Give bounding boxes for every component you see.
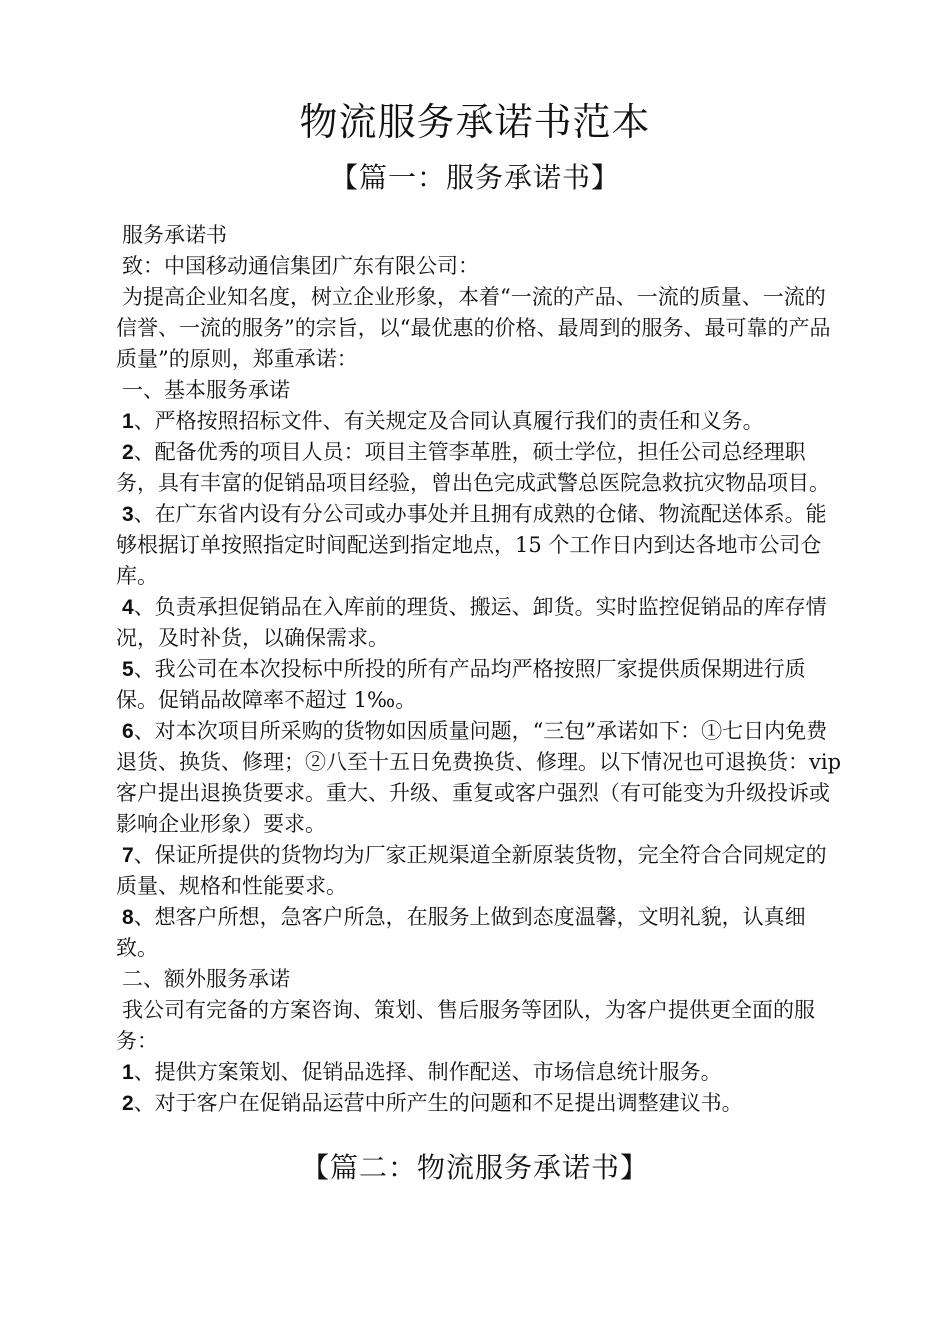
list-item: 4、负责承担促销品在入库前的理货、搬运、卸货。实时监控促销品的库存情况，及时补货，以确保需求。 bbox=[116, 595, 827, 650]
list-item: 6、对本次项目所采购的货物如因质量问题，“三包”承诺如下：①七日内免费退货、换货、修理；②八至十五日免费换货、修理。以下情况也可退换货：vip 客户提出退换货要求。重大、升级、重复或客户强烈（有可能变为升级投诉或影响企业形象）要求。 bbox=[116, 719, 842, 836]
list-item: 7、保证所提供的货物均为厂家正规渠道全新原装货物，完全符合合同规定的质量、规格和性能要求。 bbox=[116, 843, 827, 898]
section-extra-commitments: 二、额外服务承诺 bbox=[122, 967, 290, 991]
list-item: 8、想客户所想，急客户所急，在服务上做到态度温馨，文明礼貌，认真细致。 bbox=[116, 905, 806, 960]
list-item: 1、提供方案策划、促销品选择、制作配送、市场信息统计服务。 bbox=[122, 1060, 722, 1084]
section-heading-2: 【篇二：物流服务承诺书】 bbox=[300, 1151, 649, 1184]
list-item: 2、配备优秀的项目人员：项目主管李革胜，硕士学位，担任公司总经理职务，具有丰富的促销品项目经验，曾出色完成武警总医院急救抗灾物品项目。 bbox=[116, 440, 830, 495]
paragraph-salutation-title: 服务承诺书 bbox=[122, 223, 227, 247]
list-item: 2、对于客户在促销品运营中所产生的问题和不足提出调整建议书。 bbox=[122, 1091, 743, 1115]
list-item: 5、我公司在本次投标中所投的所有产品均严格按照厂家提供质保期进行质保。促销品故障率不超过 1‰。 bbox=[116, 657, 806, 712]
document-title: 物流服务承诺书范本 bbox=[299, 100, 651, 144]
paragraph-recipient: 致：中国移动通信集团广东有限公司： bbox=[122, 254, 479, 278]
paragraph-intro: 为提高企业知名度，树立企业形象，本着“一流的产品、一流的质量、一流的信誉、一流的服务”的宗旨，以“最优惠的价格、最周到的服务、最可靠的产品质量”的原则，郑重承诺： bbox=[116, 285, 831, 371]
list-item: 1、严格按照招标文件、有关规定及合同认真履行我们的责任和义务。 bbox=[122, 409, 764, 433]
section-heading-1: 【篇一：服务承诺书】 bbox=[329, 161, 620, 194]
list-item: 3、在广东省内设有分公司或办事处并且拥有成熟的仓储、物流配送体系。能够根据订单按照指定时间配送到指定地点，15 个工作日内到达各地市公司仓库。 bbox=[116, 502, 827, 588]
section-basic-commitments: 一、基本服务承诺 bbox=[122, 378, 290, 402]
paragraph-extra-intro: 我公司有完备的方案咨询、策划、售后服务等团队，为客户提供更全面的服务： bbox=[116, 998, 815, 1053]
document-body bbox=[116, 220, 846, 1119]
